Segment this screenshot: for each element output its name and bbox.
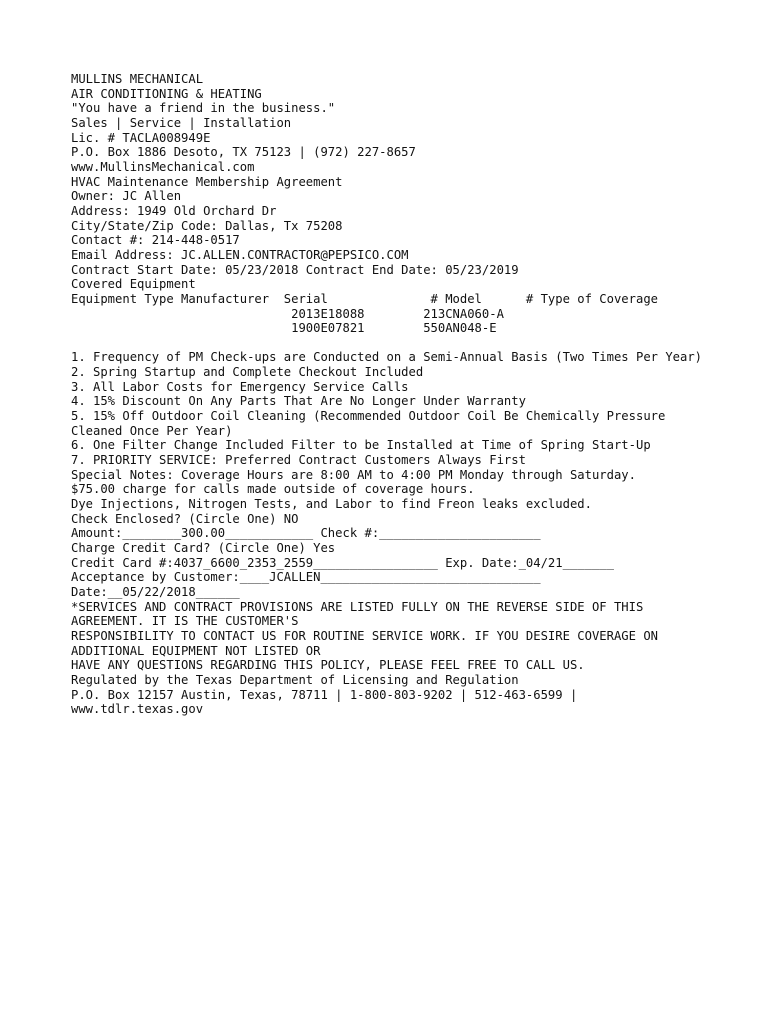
- check-enclosed: Check Enclosed? (Circle One) NO: [71, 511, 299, 526]
- contract-dates: Contract Start Date: 05/23/2018 Contract End Date: 05/23/2019: [71, 262, 519, 277]
- equipment-heading: Covered Equipment: [71, 277, 196, 292]
- customer-city-state-zip: City/State/Zip Code: Dallas, Tx 75208: [71, 218, 343, 233]
- customer-address: Address: 1949 Old Orchard Dr: [71, 203, 277, 218]
- company-subtitle: AIR CONDITIONING & HEATING: [71, 86, 262, 101]
- tdlr-address: P.O. Box 12157 Austin, Texas, 78711 | 1-800-803-9202 | 512-463-6599 | www.tdlr.texas.gov: [71, 687, 585, 717]
- exclusions-note: Dye Injections, Nitrogen Tests, and Labor to find Freon leaks excluded.: [71, 497, 592, 512]
- company-slogan: "You have a friend in the business.": [71, 101, 336, 116]
- equipment-row: 2013E18088 213CNA060-A: [71, 306, 504, 321]
- special-notes: Special Notes: Coverage Hours are 8:00 AM to 4:00 PM Monday through Saturday.: [71, 467, 636, 482]
- charge-credit-card: Charge Credit Card? (Circle One) Yes: [71, 540, 336, 555]
- date-line: Date:__05/22/2018______: [71, 584, 240, 599]
- term-item: 2. Spring Startup and Complete Checkout Included: [71, 365, 424, 380]
- term-item: 5. 15% Off Outdoor Coil Cleaning (Recommended Outdoor Coil Be Chemically Pressure Cleaned Once Per Year): [71, 409, 673, 438]
- company-name: MULLINS MECHANICAL: [71, 72, 204, 86]
- company-license: Lic. # TACLA008949E: [71, 130, 211, 145]
- term-item: 6. One Filter Change Included Filter to be Installed at Time of Spring Start-Up: [71, 438, 651, 453]
- regulated-by: Regulated by the Texas Department of Licensing and Regulation: [71, 672, 519, 687]
- acceptance-line: Acceptance by Customer:____JCALLEN______________________________: [71, 570, 541, 585]
- customer-contact: Contact #: 214-448-0517: [71, 233, 240, 248]
- company-services: Sales | Service | Installation: [71, 115, 292, 130]
- amount-line: Amount:________300.00____________ Check #:______________________: [71, 526, 541, 541]
- term-item: 4. 15% Discount On Any Parts That Are No Longer Under Warranty: [71, 394, 526, 409]
- company-website: www.MullinsMechanical.com: [71, 159, 255, 174]
- term-item: 7. PRIORITY SERVICE: Preferred Contract Customers Always First: [71, 453, 526, 468]
- equipment-header-row: Equipment Type Manufacturer Serial # Model # Type of Coverage: [71, 291, 658, 306]
- provisions-text: HAVE ANY QUESTIONS REGARDING THIS POLICY, PLEASE FEEL FREE TO CALL US.: [71, 658, 585, 673]
- equipment-row: 1900E07821 550AN048-E: [71, 321, 497, 336]
- agreement-title: HVAC Maintenance Membership Agreement: [71, 174, 343, 189]
- document-page: [71, 72, 711, 717]
- blank-line: [71, 336, 711, 351]
- provisions-text: RESPONSIBILITY TO CONTACT US FOR ROUTINE SERVICE WORK. IF YOU DESIRE COVERAGE ON ADDITIONAL EQUIPMENT NOT LISTED OR: [71, 628, 666, 658]
- company-address: P.O. Box 1886 Desoto, TX 75123 | (972) 227-8657: [71, 145, 416, 160]
- provisions-text: *SERVICES AND CONTRACT PROVISIONS ARE LISTED FULLY ON THE REVERSE SIDE OF THIS AGREEMENT. IT IS THE CUSTOMER'S: [71, 599, 651, 629]
- term-item: 3. All Labor Costs for Emergency Service Calls: [71, 379, 409, 394]
- customer-email: Email Address: JC.ALLEN.CONTRACTOR@PEPSICO.COM: [71, 247, 409, 262]
- customer-owner: Owner: JC Allen: [71, 189, 182, 204]
- after-hours-charge: $75.00 charge for calls made outside of coverage hours.: [71, 482, 475, 497]
- credit-card-line: Credit Card #:4037_6600_2353_2559_________________ Exp. Date:_04/21_______: [71, 555, 614, 570]
- term-item: 1. Frequency of PM Check-ups are Conducted on a Semi-Annual Basis (Two Times Per Year): [71, 350, 703, 365]
